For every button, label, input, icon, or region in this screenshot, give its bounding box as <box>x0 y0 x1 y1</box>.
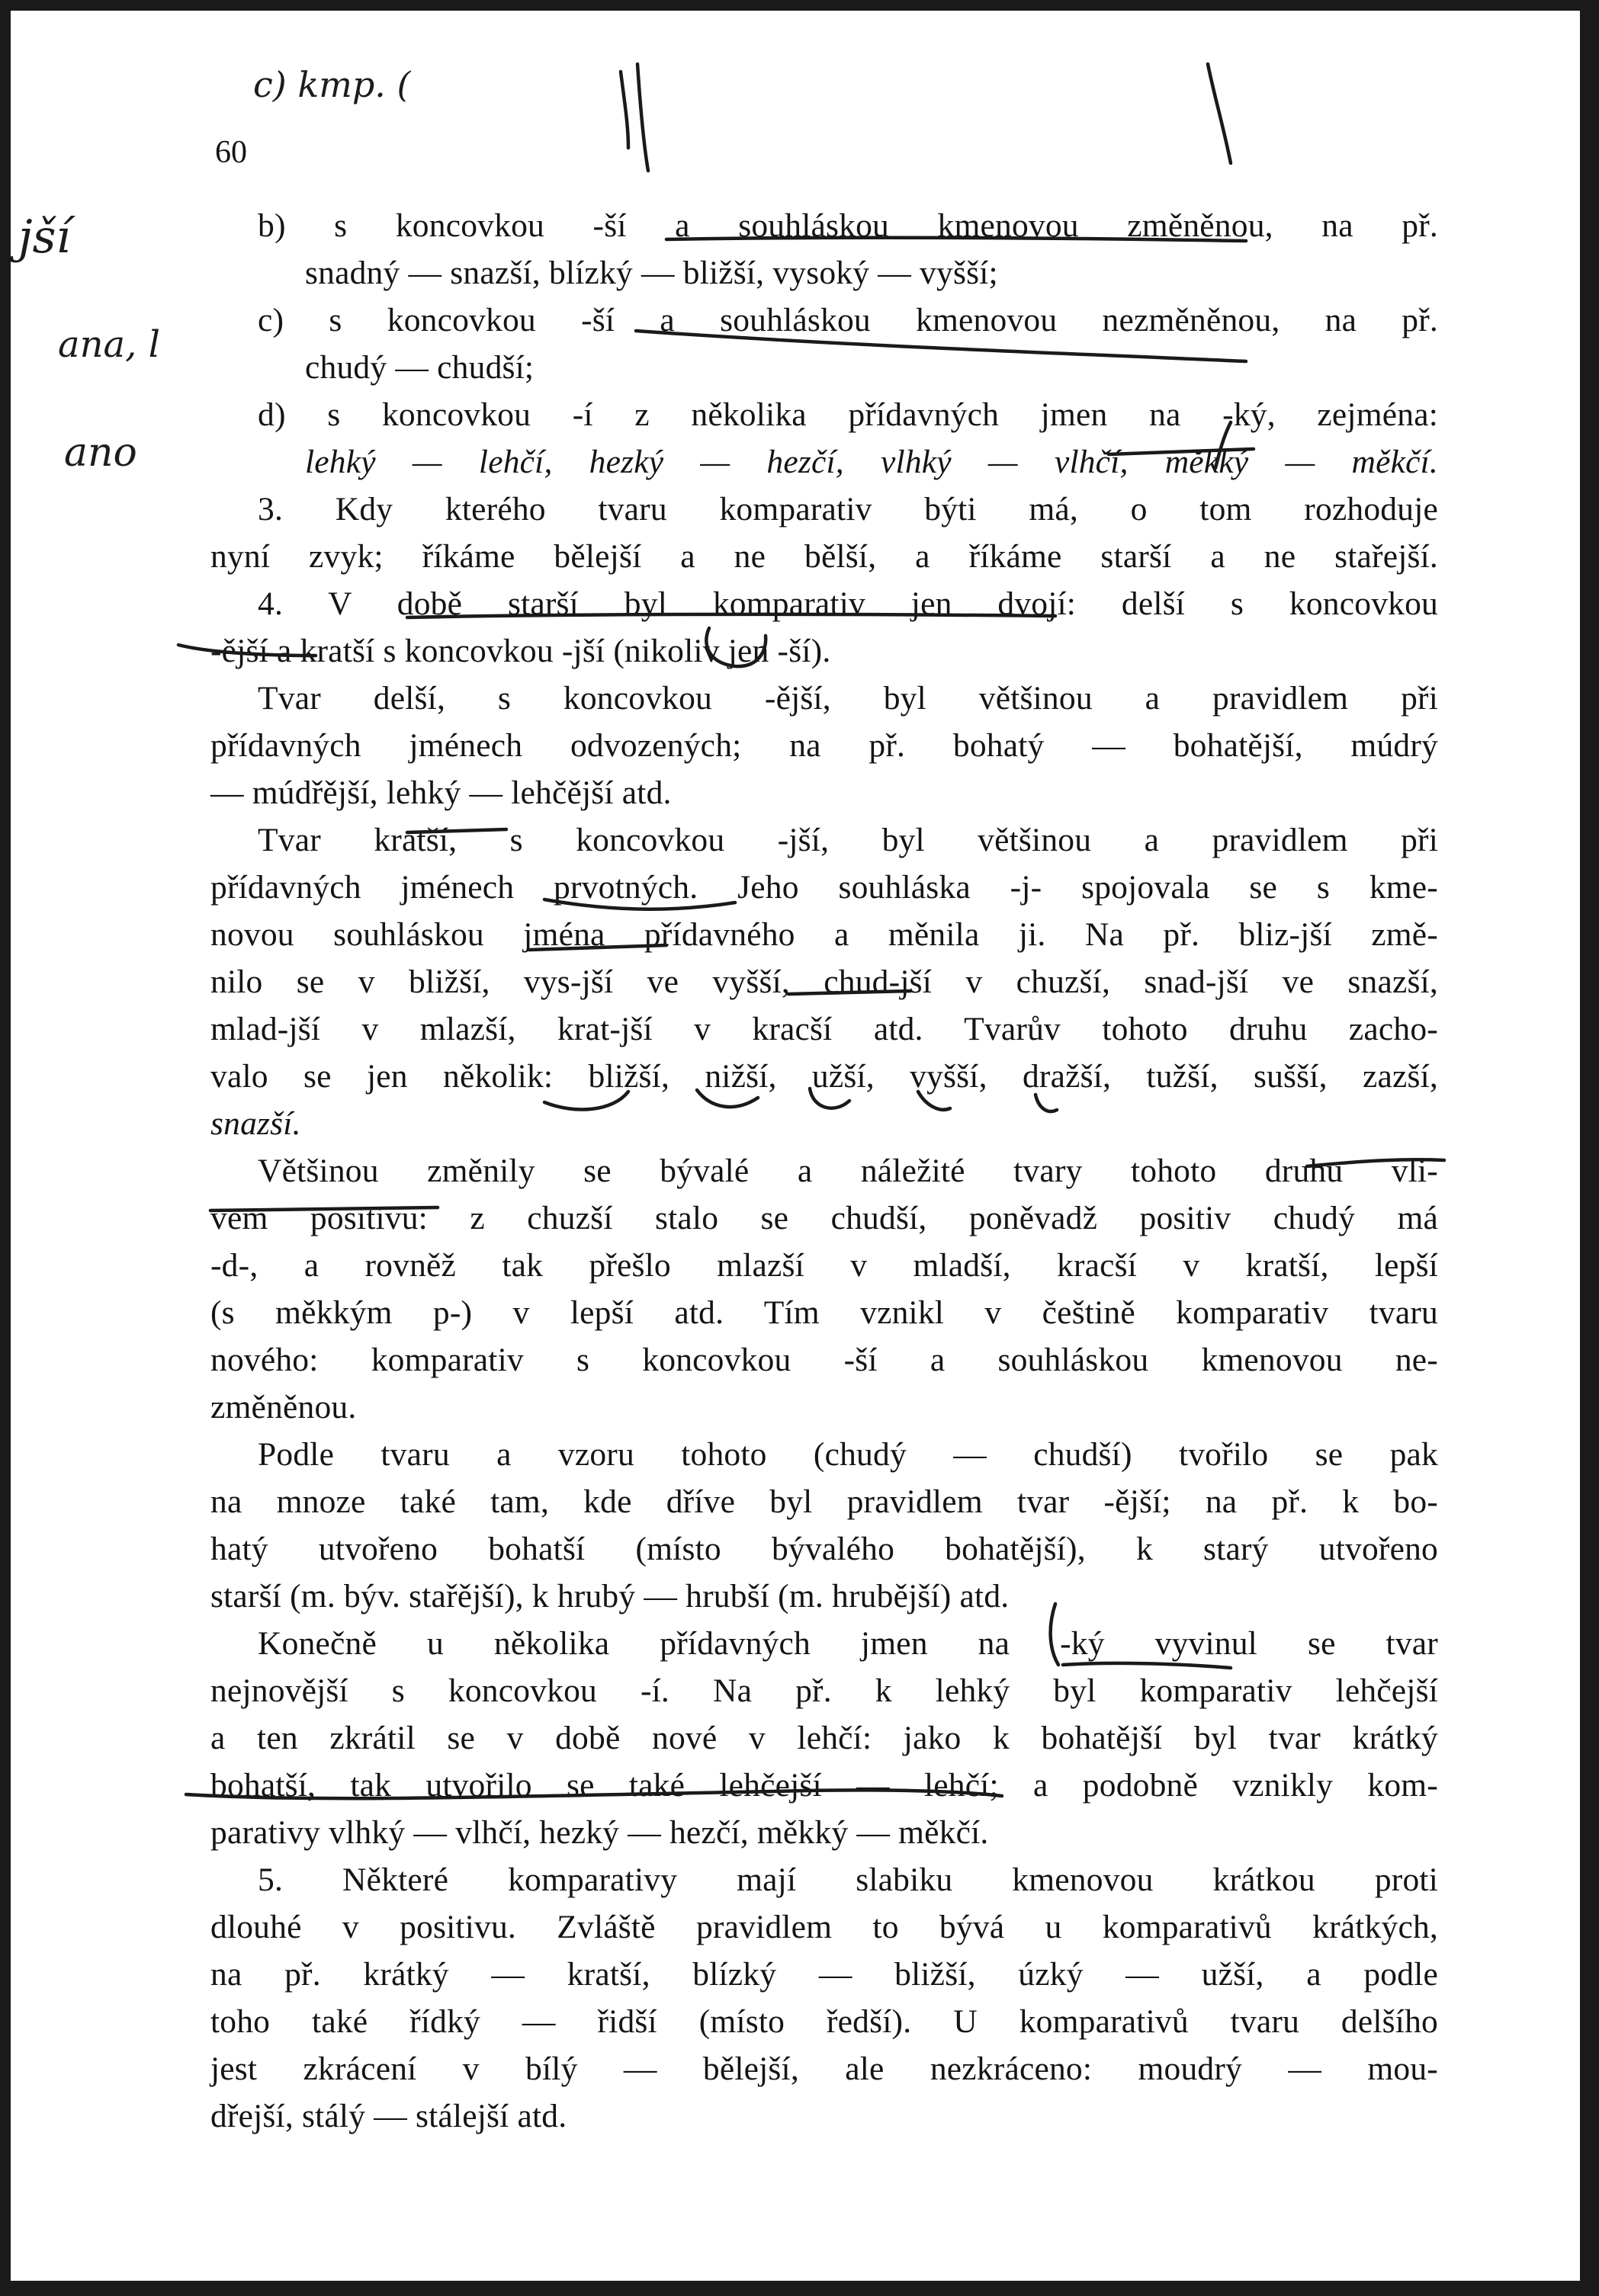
text-line: jest zkrácení v bílý — bělejší, ale nezkráceno: moudrý — mou- <box>210 2051 1438 2087</box>
text-line: toho také řídký — řidší (místo ředší). U komparativů tvaru delšího <box>210 2003 1438 2040</box>
text-line: b) s koncovkou -ší a souhláskou kmenovou změněnou, na př. <box>258 207 1438 244</box>
text-line: starší (m. býv. stařější), k hrubý — hrubší (m. hrubější) atd. <box>210 1578 1010 1615</box>
text-line: 5. Některé komparativy mají slabiku kmenovou krátkou proti <box>258 1861 1438 1898</box>
text-line: Konečně u několika přídavných jmen na -ký vyvinul se tvar <box>258 1625 1438 1662</box>
text-line: c) s koncovkou -ší a souhláskou kmenovou nezměněnou, na př. <box>258 302 1438 338</box>
text-line: Většinou změnily se bývalé a náležité tvary tohoto druhu vli- <box>258 1153 1438 1189</box>
text-line: -ější a kratší s koncovkou -jší (nikoliv jen -ší). <box>210 633 831 669</box>
margin-note-top: c) kmp. ( <box>253 64 411 105</box>
text-line: nilo se v bližší, vys-jší ve vyšší, chud-jší v chuzší, snad-jší ve snazší, <box>210 964 1438 1000</box>
text-line: Podle tvaru a vzoru tohoto (chudý — chudší) tvořilo se pak <box>258 1436 1438 1473</box>
text-line: (s měkkým p-) v lepší atd. Tím vznikl v češtině komparativ tvaru <box>210 1294 1438 1331</box>
text-line: snazší. <box>210 1105 301 1142</box>
text-line: mlad-jší v mlazší, krat-jší v kracší atd. Tvarův tohoto druhu zacho- <box>210 1011 1438 1047</box>
text-line: nového: komparativ s koncovkou -ší a souhláskou kmenovou ne- <box>210 1342 1438 1378</box>
text-line: valo se jen několik: bližší, nižší, užší, vyšší, dražší, tužší, sušší, zazší, <box>210 1058 1438 1095</box>
text-line: dlouhé v positivu. Zvláště pravidlem to bývá u komparativů krátkých, <box>210 1909 1438 1945</box>
text-line: bohatší, tak utvořilo se také lehčejší — lehčí; a podobně vznikly kom- <box>210 1767 1438 1804</box>
text-line: chudý — chudší; <box>305 349 535 386</box>
text-line: nyní zvyk; říkáme bělejší a ne bělší, a říkáme starší a ne stařejší. <box>210 538 1438 575</box>
pen-scribble <box>637 64 648 171</box>
text-line: nejnovější s koncovkou -í. Na př. k lehký byl komparativ lehčejší <box>210 1672 1438 1709</box>
text-line: přídavných jménech odvozených; na př. bohatý — bohatější, múdrý <box>210 727 1438 764</box>
text-line: d) s koncovkou -í z několika přídavných jmen na -ký, zejména: <box>258 396 1438 433</box>
text-line: přídavných jménech prvotných. Jeho souhláska -j- spojovala se s kme- <box>210 869 1438 906</box>
text-line: změněnou. <box>210 1389 357 1425</box>
text-line: novou souhláskou jména přídavného a měnila ji. Na př. bliz-jší změ- <box>210 916 1438 953</box>
margin-note-left-3: ano <box>64 430 137 476</box>
text-line: Tvar kratší, s koncovkou -jší, byl většinou a pravidlem při <box>258 822 1438 858</box>
text-line: hatý utvořeno bohatší (místo bývalého bohatější), k starý utvořeno <box>210 1531 1438 1567</box>
margin-note-left-2: ana, l <box>58 323 161 366</box>
text-line: snadný — snazší, blízký — bližší, vysoký — vyšší; <box>305 255 998 291</box>
text-line: a ten zkrátil se v době nové v lehčí: jako k bohatější byl tvar krátký <box>210 1720 1438 1756</box>
pen-scribble <box>1208 64 1231 163</box>
text-line: na př. krátký — kratší, blízký — bližší, úzký — užší, a podle <box>210 1956 1438 1993</box>
margin-note-left-1: jší <box>18 210 71 264</box>
text-line: 4. V době starší byl komparativ jen dvojí: delší s koncovkou <box>258 585 1438 622</box>
text-line: vem positivu: z chuzší stalo se chudší, poněvadž positiv chudý má <box>210 1200 1438 1236</box>
text-line: lehký — lehčí, hezký — hezčí, vlhký — vlhčí, měkký — měkčí. <box>305 444 1438 480</box>
text-line: 3. Kdy kterého tvaru komparativ býti má, o tom rozhoduje <box>258 491 1438 528</box>
page-number: 60 <box>215 135 247 170</box>
text-line: — múdřější, lehký — lehčější atd. <box>210 774 672 811</box>
book-page <box>11 11 1580 2281</box>
text-line: dřejší, stálý — stálejší atd. <box>210 2098 567 2134</box>
pen-scribble <box>621 72 628 148</box>
text-line: Tvar delší, s koncovkou -ější, byl většinou a pravidlem při <box>258 680 1438 717</box>
text-line: parativy vlhký — vlhčí, hezký — hezčí, měkký — měkčí. <box>210 1814 989 1851</box>
text-line: -d-, a rovněž tak přešlo mlazší v mladší, kracší v kratší, lepší <box>210 1247 1438 1284</box>
text-line: na mnoze také tam, kde dříve byl pravidlem tvar -ější; na př. k bo- <box>210 1483 1438 1520</box>
